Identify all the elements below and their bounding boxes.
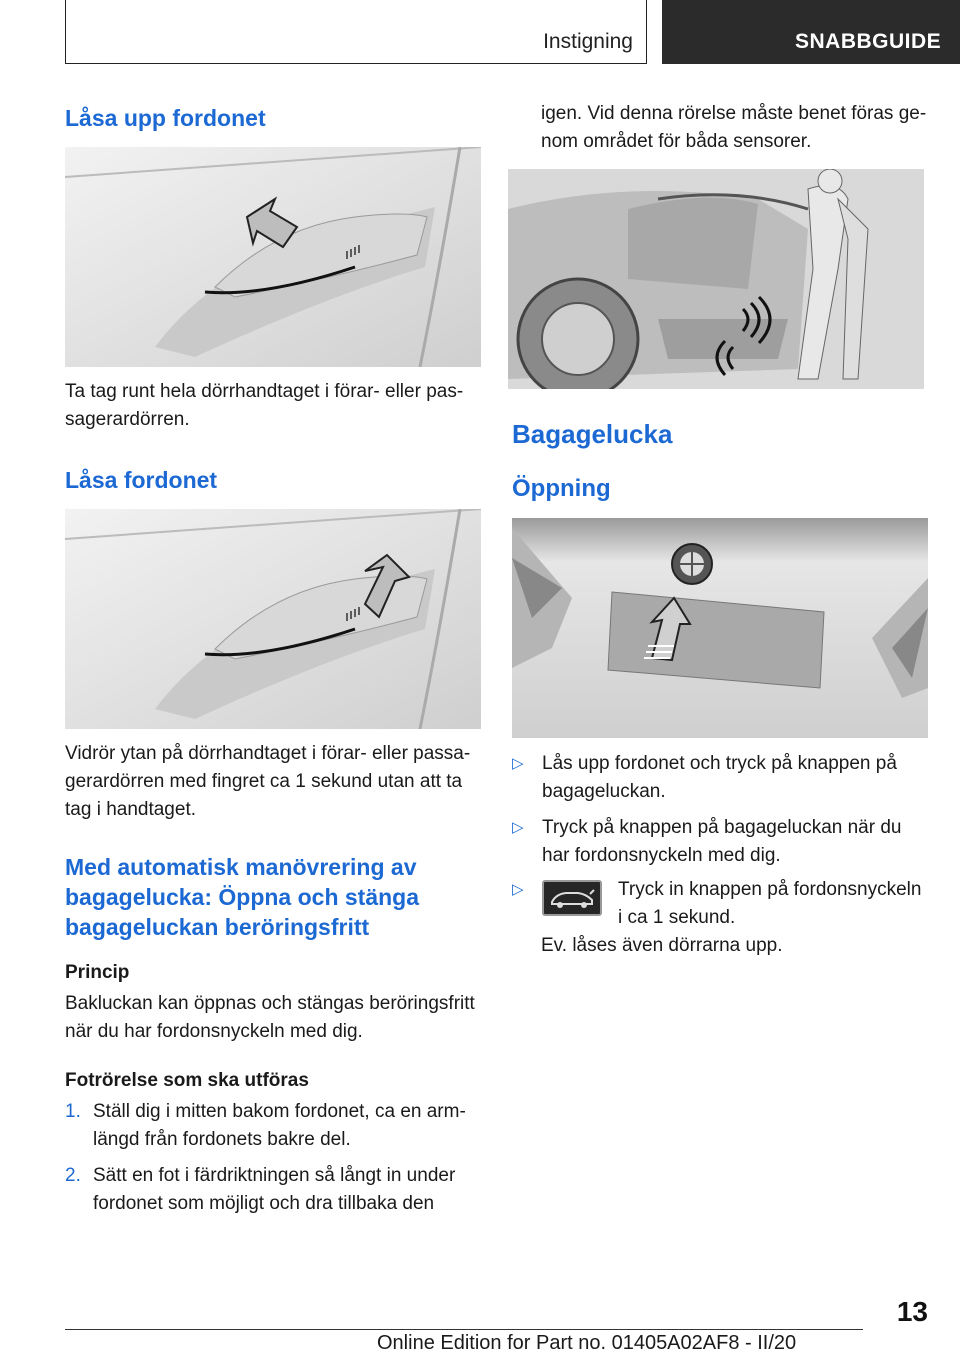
- unlock-title: Låsa upp fordonet: [65, 105, 266, 131]
- list-item: [512, 750, 928, 806]
- foot-section: [65, 1068, 481, 1226]
- opening-bullets-block: [512, 750, 928, 878]
- foot-title: Fotrörelse som ska utföras: [65, 1070, 309, 1091]
- step-text: Ställ dig i mitten bakom fordonet, ca en arm-längd från fordonets bakre del.: [93, 1101, 466, 1150]
- header-section-label: Instigning: [543, 30, 633, 53]
- page-number: 13: [896, 1296, 928, 1327]
- trunk-kick-sensor-figure: [508, 169, 924, 389]
- triangle-bullet-icon: ▷: [512, 819, 524, 836]
- unlock-text: Ta tag runt hela dörrhandtaget i förar- eller pas-sagerardörren.: [65, 381, 464, 430]
- opening-section: [512, 474, 928, 504]
- list-item: [65, 1162, 481, 1218]
- trunk-section: [512, 418, 928, 450]
- bullet-text: Tryck på knappen på bagageluckan när du har fordonsnyckeln med dig.: [542, 817, 902, 866]
- key-bullet-block: [512, 876, 928, 936]
- triangle-bullet-icon: ▷: [512, 755, 524, 772]
- triangle-bullet-icon: ▷: [512, 881, 524, 898]
- header-section-box: [65, 0, 647, 64]
- bullet-text: Lås upp fordonet och tryck på knappen på bagageluckan.: [542, 753, 897, 802]
- trunk-button-figure: [512, 518, 928, 738]
- list-item: [512, 814, 928, 870]
- list-item: [65, 1098, 481, 1154]
- key-bullet-text: Tryck in knappen på fordonsnyckeln i ca 1 sekund.: [618, 879, 922, 928]
- unlock-section: [65, 104, 481, 132]
- step-text: Sätt en fot i färdriktningen så långt in under fordonet som möjligt och dra tillbaka den: [93, 1165, 456, 1214]
- opening-title: Öppning: [512, 475, 611, 502]
- auto-section: [65, 852, 481, 942]
- step-number: 1.: [65, 1101, 81, 1122]
- trunk-title: Bagagelucka: [512, 419, 673, 449]
- principle-text: Bakluckan kan öppnas och stängas beröringsfritt när du har fordonsnyckeln med dig.: [65, 993, 475, 1042]
- door-handle-unlock-figure: [65, 147, 481, 367]
- foot-steps-list: [65, 1098, 481, 1218]
- car-key-trunk-button-icon: [542, 880, 602, 916]
- lock-text-block: [65, 740, 481, 824]
- note-block: [541, 932, 928, 960]
- continued-text: igen. Vid denna rörelse måste benet föras ge-nom området för båda sensorer.: [541, 103, 927, 152]
- step-number: 2.: [65, 1165, 81, 1186]
- note-text: Ev. låses även dörrarna upp.: [541, 935, 783, 956]
- header-tab: SNABBGUIDE: [662, 0, 960, 64]
- footer-edition: Online Edition for Part no. 01405A02AF8 - II/20: [377, 1332, 797, 1354]
- principle-title: Princip: [65, 962, 130, 983]
- unlock-text-block: [65, 378, 481, 434]
- auto-title: Med automatisk manövrering av bagagelucka: Öppna och stänga bagageluckan beröringsfritt: [65, 854, 420, 940]
- lock-title: Låsa fordonet: [65, 467, 218, 493]
- opening-bullets: [512, 750, 928, 870]
- door-handle-lock-figure: [65, 509, 481, 729]
- lock-section: [65, 466, 481, 494]
- footer-divider: [65, 1329, 863, 1330]
- principle-section: [65, 960, 481, 1046]
- lock-text: Vidrör ytan på dörrhandtaget i förar- eller passa-gerardörren med fingret ca 1 sekund utan att ta tag i handtaget.: [65, 743, 471, 820]
- continued-text-block: [541, 100, 928, 156]
